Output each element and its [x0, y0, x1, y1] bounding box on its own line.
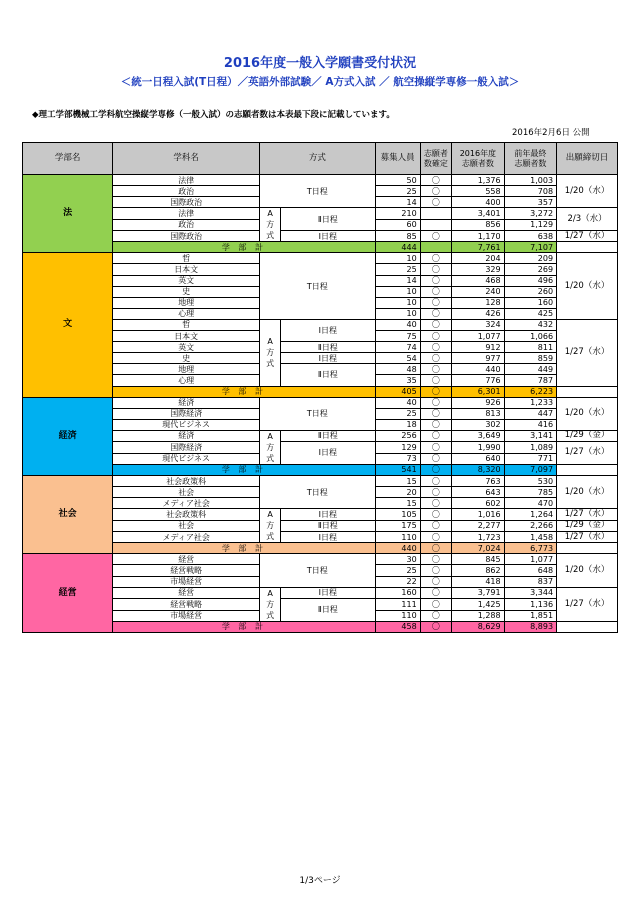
prev-cell: 648: [504, 565, 556, 576]
table-row: [23, 598, 618, 610]
confirmed-cell: 〇: [420, 520, 451, 531]
dept-cell: 市場経営: [113, 610, 260, 621]
prev-cell: 1,136: [504, 598, 556, 610]
current-cell: 1,288: [452, 610, 504, 621]
empty-cell: [557, 386, 618, 397]
confirmed-cell: 〇: [420, 397, 451, 408]
dept-cell: 国際経済: [113, 441, 260, 453]
dept-cell: 社会: [113, 487, 260, 498]
confirmed-cell: 〇: [420, 275, 451, 286]
dept-cell: 哲: [113, 253, 260, 264]
confirmed-cell: 〇: [420, 375, 451, 386]
prev-cell: 209: [504, 253, 556, 264]
capacity-cell: 14: [375, 275, 420, 286]
capacity-cell: 40: [375, 319, 420, 330]
table-row: [23, 364, 618, 375]
schedule-cell: Ⅱ日程: [281, 208, 375, 231]
dept-cell: 経営: [113, 587, 260, 598]
method-a: A 方 式: [260, 430, 281, 464]
total-label: 学 部 計: [113, 543, 375, 554]
dept-cell: 心理: [113, 375, 260, 386]
deadline-cell: 1/20（水）: [557, 175, 618, 208]
table-row: [23, 253, 618, 264]
current-cell: 1,723: [452, 531, 504, 542]
capacity-cell: 10: [375, 286, 420, 297]
header-row: [23, 143, 618, 175]
dept-cell: 経済: [113, 397, 260, 408]
confirmed-cell: 〇: [420, 297, 451, 308]
confirmed-cell: 〇: [420, 331, 451, 342]
table-row: [23, 397, 618, 408]
deadline-cell: 1/27（水）: [557, 230, 618, 241]
table-row: [23, 554, 618, 565]
prev-cell: 160: [504, 297, 556, 308]
confirmed-cell: 〇: [420, 587, 451, 598]
prev-cell: 530: [504, 475, 556, 486]
current-cell: 204: [452, 253, 504, 264]
total-prev: 6,223: [504, 386, 556, 397]
prev-cell: 811: [504, 342, 556, 353]
total-capacity: 440: [375, 543, 420, 554]
total-label: 学 部 計: [113, 464, 375, 475]
deadline-cell: 1/20（水）: [557, 253, 618, 320]
total-confirmed: 〇: [420, 386, 451, 397]
applications-table: [22, 142, 618, 633]
capacity-cell: 10: [375, 297, 420, 308]
total-prev: 7,097: [504, 464, 556, 475]
total-confirmed: 〇: [420, 621, 451, 632]
table-row: [23, 342, 618, 353]
current-cell: 602: [452, 498, 504, 509]
capacity-cell: 25: [375, 565, 420, 576]
schedule-cell: Ⅱ日程: [281, 598, 375, 621]
dept-cell: 経営: [113, 554, 260, 565]
total-prev: 8,893: [504, 621, 556, 632]
method-t-schedule: T日程: [260, 397, 375, 430]
total-row-law: [23, 242, 618, 253]
table-row: [23, 175, 618, 186]
confirmed-cell: 〇: [420, 308, 451, 319]
dept-cell: 市場経営: [113, 576, 260, 587]
table-row: [23, 319, 618, 330]
capacity-cell: 35: [375, 375, 420, 386]
prev-cell: 425: [504, 308, 556, 319]
schedule-cell: Ⅱ日程: [281, 430, 375, 441]
prev-cell: 3,141: [504, 430, 556, 441]
prev-cell: 1,851: [504, 610, 556, 621]
capacity-cell: 129: [375, 441, 420, 453]
confirmed-cell: 〇: [420, 453, 451, 464]
method-a: A 方 式: [260, 509, 281, 543]
confirmed-cell: 〇: [420, 475, 451, 486]
current-cell: 1,425: [452, 598, 504, 610]
confirmed-cell: 〇: [420, 364, 451, 375]
prev-cell: 785: [504, 487, 556, 498]
deadline-cell: 1/27（水）: [557, 531, 618, 542]
dept-cell: 社会政策科: [113, 475, 260, 486]
dept-cell: 英文: [113, 275, 260, 286]
prev-cell: 416: [504, 419, 556, 430]
confirmed-cell: 〇: [420, 319, 451, 330]
schedule-cell: Ⅱ日程: [281, 364, 375, 386]
dept-cell: 国際政治: [113, 197, 260, 208]
dept-cell: 地理: [113, 297, 260, 308]
capacity-cell: 10: [375, 308, 420, 319]
capacity-cell: 74: [375, 342, 420, 353]
capacity-cell: 256: [375, 430, 420, 441]
dept-cell: 英文: [113, 342, 260, 353]
prev-cell: 1,129: [504, 219, 556, 230]
current-cell: 926: [452, 397, 504, 408]
table-row: [23, 230, 618, 241]
prev-cell: 1,089: [504, 441, 556, 453]
header-current-applicants: 2016年度 志願者数: [452, 143, 504, 175]
current-cell: 418: [452, 576, 504, 587]
table-row: [23, 531, 618, 542]
capacity-cell: 175: [375, 520, 420, 531]
capacity-cell: 20: [375, 487, 420, 498]
dept-cell: 社会: [113, 520, 260, 531]
total-confirmed: 〇: [420, 464, 451, 475]
capacity-cell: 160: [375, 587, 420, 598]
confirmed-cell: 〇: [420, 408, 451, 419]
current-cell: 856: [452, 219, 504, 230]
capacity-cell: 105: [375, 509, 420, 520]
prev-cell: 470: [504, 498, 556, 509]
page-number: 1/3ページ: [299, 876, 341, 886]
method-t-schedule: T日程: [260, 175, 375, 208]
header-method: 方式: [260, 143, 375, 175]
current-cell: 324: [452, 319, 504, 330]
confirmed-cell: 〇: [420, 441, 451, 453]
confirmed-cell: [420, 208, 451, 219]
total-label: 学 部 計: [113, 621, 375, 632]
confirmed-cell: 〇: [420, 554, 451, 565]
deadline-cell: 1/27（水）: [557, 319, 618, 386]
dept-cell: 史: [113, 286, 260, 297]
total-label: 学 部 計: [113, 242, 375, 253]
current-cell: 845: [452, 554, 504, 565]
dept-cell: 国際政治: [113, 230, 260, 241]
confirmed-cell: 〇: [420, 186, 451, 197]
prev-cell: 787: [504, 375, 556, 386]
method-t-schedule: T日程: [260, 253, 375, 320]
deadline-cell: 1/27（水）: [557, 587, 618, 621]
prev-cell: 1,458: [504, 531, 556, 542]
current-cell: 862: [452, 565, 504, 576]
table-row: [23, 475, 618, 486]
prev-cell: 771: [504, 453, 556, 464]
capacity-cell: 25: [375, 264, 420, 275]
dept-cell: 国際経済: [113, 408, 260, 419]
confirmed-cell: 〇: [420, 253, 451, 264]
dept-cell: 日本文: [113, 264, 260, 275]
capacity-cell: 75: [375, 331, 420, 342]
capacity-cell: 85: [375, 230, 420, 241]
confirmed-cell: 〇: [420, 197, 451, 208]
publish-date: 2016年2月6日 公開: [512, 128, 590, 138]
current-cell: 643: [452, 487, 504, 498]
dept-cell: 法律: [113, 208, 260, 219]
schedule-cell: Ⅰ日程: [281, 531, 375, 542]
table-row: [23, 587, 618, 598]
total-current: 8,320: [452, 464, 504, 475]
table-row: [23, 520, 618, 531]
capacity-cell: 25: [375, 408, 420, 419]
current-cell: 468: [452, 275, 504, 286]
note-text: ◆理工学部機械工学科航空操縦学専修（一般入試）の志願者数は本表最下段に記載しています。: [32, 110, 395, 120]
total-row-soc: [23, 543, 618, 554]
current-cell: 3,401: [452, 208, 504, 219]
empty-cell: [557, 464, 618, 475]
schedule-cell: Ⅰ日程: [281, 230, 375, 241]
method-t-schedule: T日程: [260, 475, 375, 508]
empty-cell: [557, 543, 618, 554]
page-title: 2016年度一般入学願書受付状況: [223, 56, 417, 71]
total-current: 8,629: [452, 621, 504, 632]
confirmed-cell: 〇: [420, 175, 451, 186]
total-row-lit: [23, 386, 618, 397]
total-capacity: 541: [375, 464, 420, 475]
capacity-cell: 10: [375, 253, 420, 264]
capacity-cell: 22: [375, 576, 420, 587]
total-current: 7,024: [452, 543, 504, 554]
current-cell: 1,077: [452, 331, 504, 342]
dept-cell: メディア社会: [113, 531, 260, 542]
dept-cell: 史: [113, 353, 260, 364]
dept-cell: 政治: [113, 186, 260, 197]
current-cell: 1,016: [452, 509, 504, 520]
capacity-cell: 110: [375, 610, 420, 621]
current-cell: 558: [452, 186, 504, 197]
faculty-cell-econ: 経済: [23, 397, 113, 475]
prev-cell: 447: [504, 408, 556, 419]
header-capacity: 募集人員: [375, 143, 420, 175]
prev-cell: 2,266: [504, 520, 556, 531]
dept-cell: 経営戦略: [113, 598, 260, 610]
confirmed-cell: [420, 219, 451, 230]
current-cell: 1,376: [452, 175, 504, 186]
faculty-cell-law: 法: [23, 175, 113, 253]
dept-cell: 日本文: [113, 331, 260, 342]
schedule-cell: Ⅰ日程: [281, 353, 375, 364]
prev-cell: 837: [504, 576, 556, 587]
current-cell: 2,277: [452, 520, 504, 531]
current-cell: 912: [452, 342, 504, 353]
dept-cell: 現代ビジネス: [113, 419, 260, 430]
method-t-schedule: T日程: [260, 554, 375, 587]
capacity-cell: 30: [375, 554, 420, 565]
dept-cell: 哲: [113, 319, 260, 330]
current-cell: 1,990: [452, 441, 504, 453]
confirmed-cell: 〇: [420, 353, 451, 364]
prev-cell: 449: [504, 364, 556, 375]
prev-cell: 260: [504, 286, 556, 297]
total-current: 6,301: [452, 386, 504, 397]
confirmed-cell: 〇: [420, 610, 451, 621]
prev-cell: 432: [504, 319, 556, 330]
schedule-cell: Ⅱ日程: [281, 520, 375, 531]
prev-cell: 3,344: [504, 587, 556, 598]
capacity-cell: 110: [375, 531, 420, 542]
current-cell: 776: [452, 375, 504, 386]
schedule-cell: Ⅱ日程: [281, 342, 375, 353]
header-deadline: 出願締切日: [557, 143, 618, 175]
confirmed-cell: 〇: [420, 509, 451, 520]
confirmed-cell: 〇: [420, 565, 451, 576]
header-confirmed: 志願者 数確定: [420, 143, 451, 175]
current-cell: 400: [452, 197, 504, 208]
current-cell: 763: [452, 475, 504, 486]
header-faculty: 学部名: [23, 143, 113, 175]
table-row: [23, 353, 618, 364]
confirmed-cell: 〇: [420, 576, 451, 587]
header-department: 学科名: [113, 143, 260, 175]
method-a: A 方 式: [260, 587, 281, 621]
faculty-cell-lit: 文: [23, 253, 113, 397]
current-cell: 1,170: [452, 230, 504, 241]
prev-cell: 1,066: [504, 331, 556, 342]
current-cell: 3,791: [452, 587, 504, 598]
deadline-cell: 1/20（水）: [557, 475, 618, 508]
current-cell: 813: [452, 408, 504, 419]
dept-cell: メディア社会: [113, 498, 260, 509]
schedule-cell: Ⅰ日程: [281, 509, 375, 520]
capacity-cell: 18: [375, 419, 420, 430]
current-cell: 128: [452, 297, 504, 308]
capacity-cell: 73: [375, 453, 420, 464]
capacity-cell: 50: [375, 175, 420, 186]
capacity-cell: 111: [375, 598, 420, 610]
total-confirmed: 〇: [420, 543, 451, 554]
current-cell: 640: [452, 453, 504, 464]
capacity-cell: 210: [375, 208, 420, 219]
table-row: [23, 509, 618, 520]
confirmed-cell: 〇: [420, 419, 451, 430]
confirmed-cell: 〇: [420, 286, 451, 297]
dept-cell: 心理: [113, 308, 260, 319]
prev-cell: 1,233: [504, 397, 556, 408]
capacity-cell: 54: [375, 353, 420, 364]
confirmed-cell: 〇: [420, 598, 451, 610]
total-label: 学 部 計: [113, 386, 375, 397]
current-cell: 302: [452, 419, 504, 430]
total-row-biz: [23, 621, 618, 632]
capacity-cell: 48: [375, 364, 420, 375]
dept-cell: 法律: [113, 175, 260, 186]
capacity-cell: 15: [375, 498, 420, 509]
dept-cell: 社会政策科: [113, 509, 260, 520]
current-cell: 3,649: [452, 430, 504, 441]
total-row-econ: [23, 464, 618, 475]
dept-cell: 経営戦略: [113, 565, 260, 576]
empty-cell: [557, 242, 618, 253]
prev-cell: 1,264: [504, 509, 556, 520]
deadline-cell: 1/27（水）: [557, 509, 618, 520]
deadline-cell: 1/20（水）: [557, 554, 618, 587]
deadline-cell: 1/20（水）: [557, 397, 618, 430]
dept-cell: 地理: [113, 364, 260, 375]
current-cell: 440: [452, 364, 504, 375]
prev-cell: 1,077: [504, 554, 556, 565]
deadline-cell: 1/29（金）: [557, 520, 618, 531]
total-current: 7,761: [452, 242, 504, 253]
table-row: [23, 208, 618, 219]
deadline-cell: 2/3（水）: [557, 208, 618, 231]
current-cell: 977: [452, 353, 504, 364]
faculty-cell-soc: 社会: [23, 475, 113, 553]
prev-cell: 269: [504, 264, 556, 275]
confirmed-cell: 〇: [420, 342, 451, 353]
total-prev: 7,107: [504, 242, 556, 253]
current-cell: 329: [452, 264, 504, 275]
deadline-cell: 1/27（水）: [557, 441, 618, 464]
total-confirmed: [420, 242, 451, 253]
capacity-cell: 40: [375, 397, 420, 408]
confirmed-cell: 〇: [420, 487, 451, 498]
prev-cell: 708: [504, 186, 556, 197]
capacity-cell: 25: [375, 186, 420, 197]
prev-cell: 638: [504, 230, 556, 241]
dept-cell: 政治: [113, 219, 260, 230]
capacity-cell: 15: [375, 475, 420, 486]
confirmed-cell: 〇: [420, 230, 451, 241]
confirmed-cell: 〇: [420, 498, 451, 509]
page-subtitle: ＜統一日程入試(T日程）／英語外部試験／ A方式入試 ／ 航空操縦学専修一般入試＞: [120, 76, 520, 88]
prev-cell: 357: [504, 197, 556, 208]
table-row: [23, 441, 618, 453]
confirmed-cell: 〇: [420, 430, 451, 441]
prev-cell: 496: [504, 275, 556, 286]
deadline-cell: 1/29（金）: [557, 430, 618, 441]
current-cell: 240: [452, 286, 504, 297]
dept-cell: 現代ビジネス: [113, 453, 260, 464]
prev-cell: 3,272: [504, 208, 556, 219]
prev-cell: 1,003: [504, 175, 556, 186]
total-capacity: 444: [375, 242, 420, 253]
dept-cell: 経済: [113, 430, 260, 441]
prev-cell: 859: [504, 353, 556, 364]
total-capacity: 458: [375, 621, 420, 632]
faculty-cell-biz: 経営: [23, 554, 113, 632]
method-a: A 方 式: [260, 208, 281, 242]
method-a: A 方 式: [260, 319, 281, 386]
schedule-cell: Ⅰ日程: [281, 587, 375, 598]
schedule-cell: Ⅰ日程: [281, 441, 375, 464]
confirmed-cell: 〇: [420, 264, 451, 275]
confirmed-cell: 〇: [420, 531, 451, 542]
empty-cell: [557, 621, 618, 632]
capacity-cell: 14: [375, 197, 420, 208]
current-cell: 426: [452, 308, 504, 319]
schedule-cell: Ⅰ日程: [281, 319, 375, 341]
capacity-cell: 60: [375, 219, 420, 230]
total-prev: 6,773: [504, 543, 556, 554]
total-capacity: 405: [375, 386, 420, 397]
table-row: [23, 430, 618, 441]
header-previous-applicants: 前年最終 志願者数: [504, 143, 556, 175]
